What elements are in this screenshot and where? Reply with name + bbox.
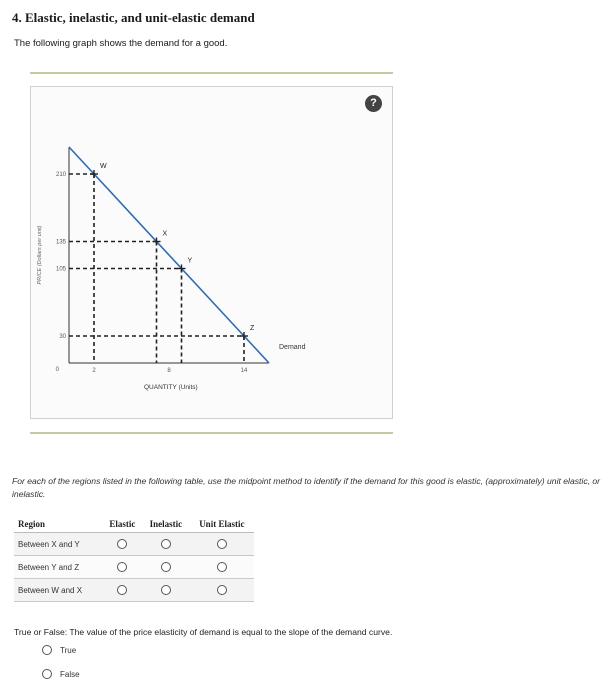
header-inelastic: Inelastic (142, 516, 190, 533)
radio-elastic[interactable] (117, 585, 127, 595)
point-label: Z (250, 325, 255, 332)
cell-elastic (103, 579, 142, 602)
series-label: Demand (279, 344, 306, 351)
x-axis-label: QUANTITY (Units) (144, 384, 198, 391)
y-tick-label: 105 (55, 266, 66, 273)
header-elastic: Elastic (103, 516, 142, 533)
cell-elastic (103, 533, 142, 556)
origin-label: 0 (55, 367, 59, 373)
point-label: X (162, 230, 168, 238)
radio-unit-elastic[interactable] (217, 539, 227, 549)
cell-unit-elastic (190, 533, 254, 556)
option-false-label: False (60, 669, 80, 679)
divider-top (30, 72, 393, 74)
option-false[interactable] (42, 669, 80, 679)
x-tick-label: 14 (240, 368, 248, 374)
radio-inelastic[interactable] (161, 539, 171, 549)
header-region: Region (14, 516, 103, 533)
instructions-text: For each of the regions listed in the following table, use the midpoint method to identify if the demand for this good is elastic, (approximately) unit elastic, or inelastic. (12, 476, 601, 499)
help-icon[interactable]: ? (365, 95, 382, 112)
cell-inelastic (142, 556, 190, 579)
option-true-label: True (60, 645, 77, 655)
table-row (14, 556, 254, 579)
x-tick-label: 2 (92, 368, 96, 374)
x-tick-label: 8 (167, 368, 171, 374)
table-row (14, 533, 254, 556)
radio-false[interactable] (42, 669, 52, 679)
point-label: Y (187, 257, 193, 265)
option-true[interactable] (42, 645, 76, 655)
table-header-row (14, 516, 254, 533)
radio-unit-elastic[interactable] (217, 585, 227, 595)
y-tick-label: 30 (59, 334, 66, 340)
table-row (14, 579, 254, 602)
header-unit-elastic: Unit Elastic (190, 516, 254, 533)
region-label: Between W and X (14, 579, 103, 602)
radio-inelastic[interactable] (161, 585, 171, 595)
demand-curve (69, 147, 269, 363)
cell-inelastic (142, 533, 190, 556)
radio-elastic[interactable] (117, 539, 127, 549)
y-tick-label: 210 (55, 172, 66, 178)
y-tick-label: 135 (55, 239, 66, 246)
radio-elastic[interactable] (117, 562, 127, 572)
divider-bottom (30, 432, 393, 434)
question-intro: The following graph shows the demand for a good. (14, 38, 228, 49)
true-false-question: True or False: The value of the price elasticity of demand is equal to the slope of the demand curve. (14, 627, 393, 637)
cell-unit-elastic (190, 556, 254, 579)
cell-elastic (103, 556, 142, 579)
radio-true[interactable] (42, 645, 52, 655)
point-label: W (100, 163, 107, 170)
y-axis-label: PRICE (Dollars per unit) (37, 225, 43, 285)
demand-chart (31, 87, 394, 420)
elasticity-table (14, 516, 254, 602)
cell-inelastic (142, 579, 190, 602)
cell-unit-elastic (190, 579, 254, 602)
question-title: 4. Elastic, inelastic, and unit-elastic demand (12, 10, 255, 25)
radio-inelastic[interactable] (161, 562, 171, 572)
radio-unit-elastic[interactable] (217, 562, 227, 572)
graph-panel (30, 86, 393, 419)
region-label: Between X and Y (14, 533, 103, 556)
region-label: Between Y and Z (14, 556, 103, 579)
